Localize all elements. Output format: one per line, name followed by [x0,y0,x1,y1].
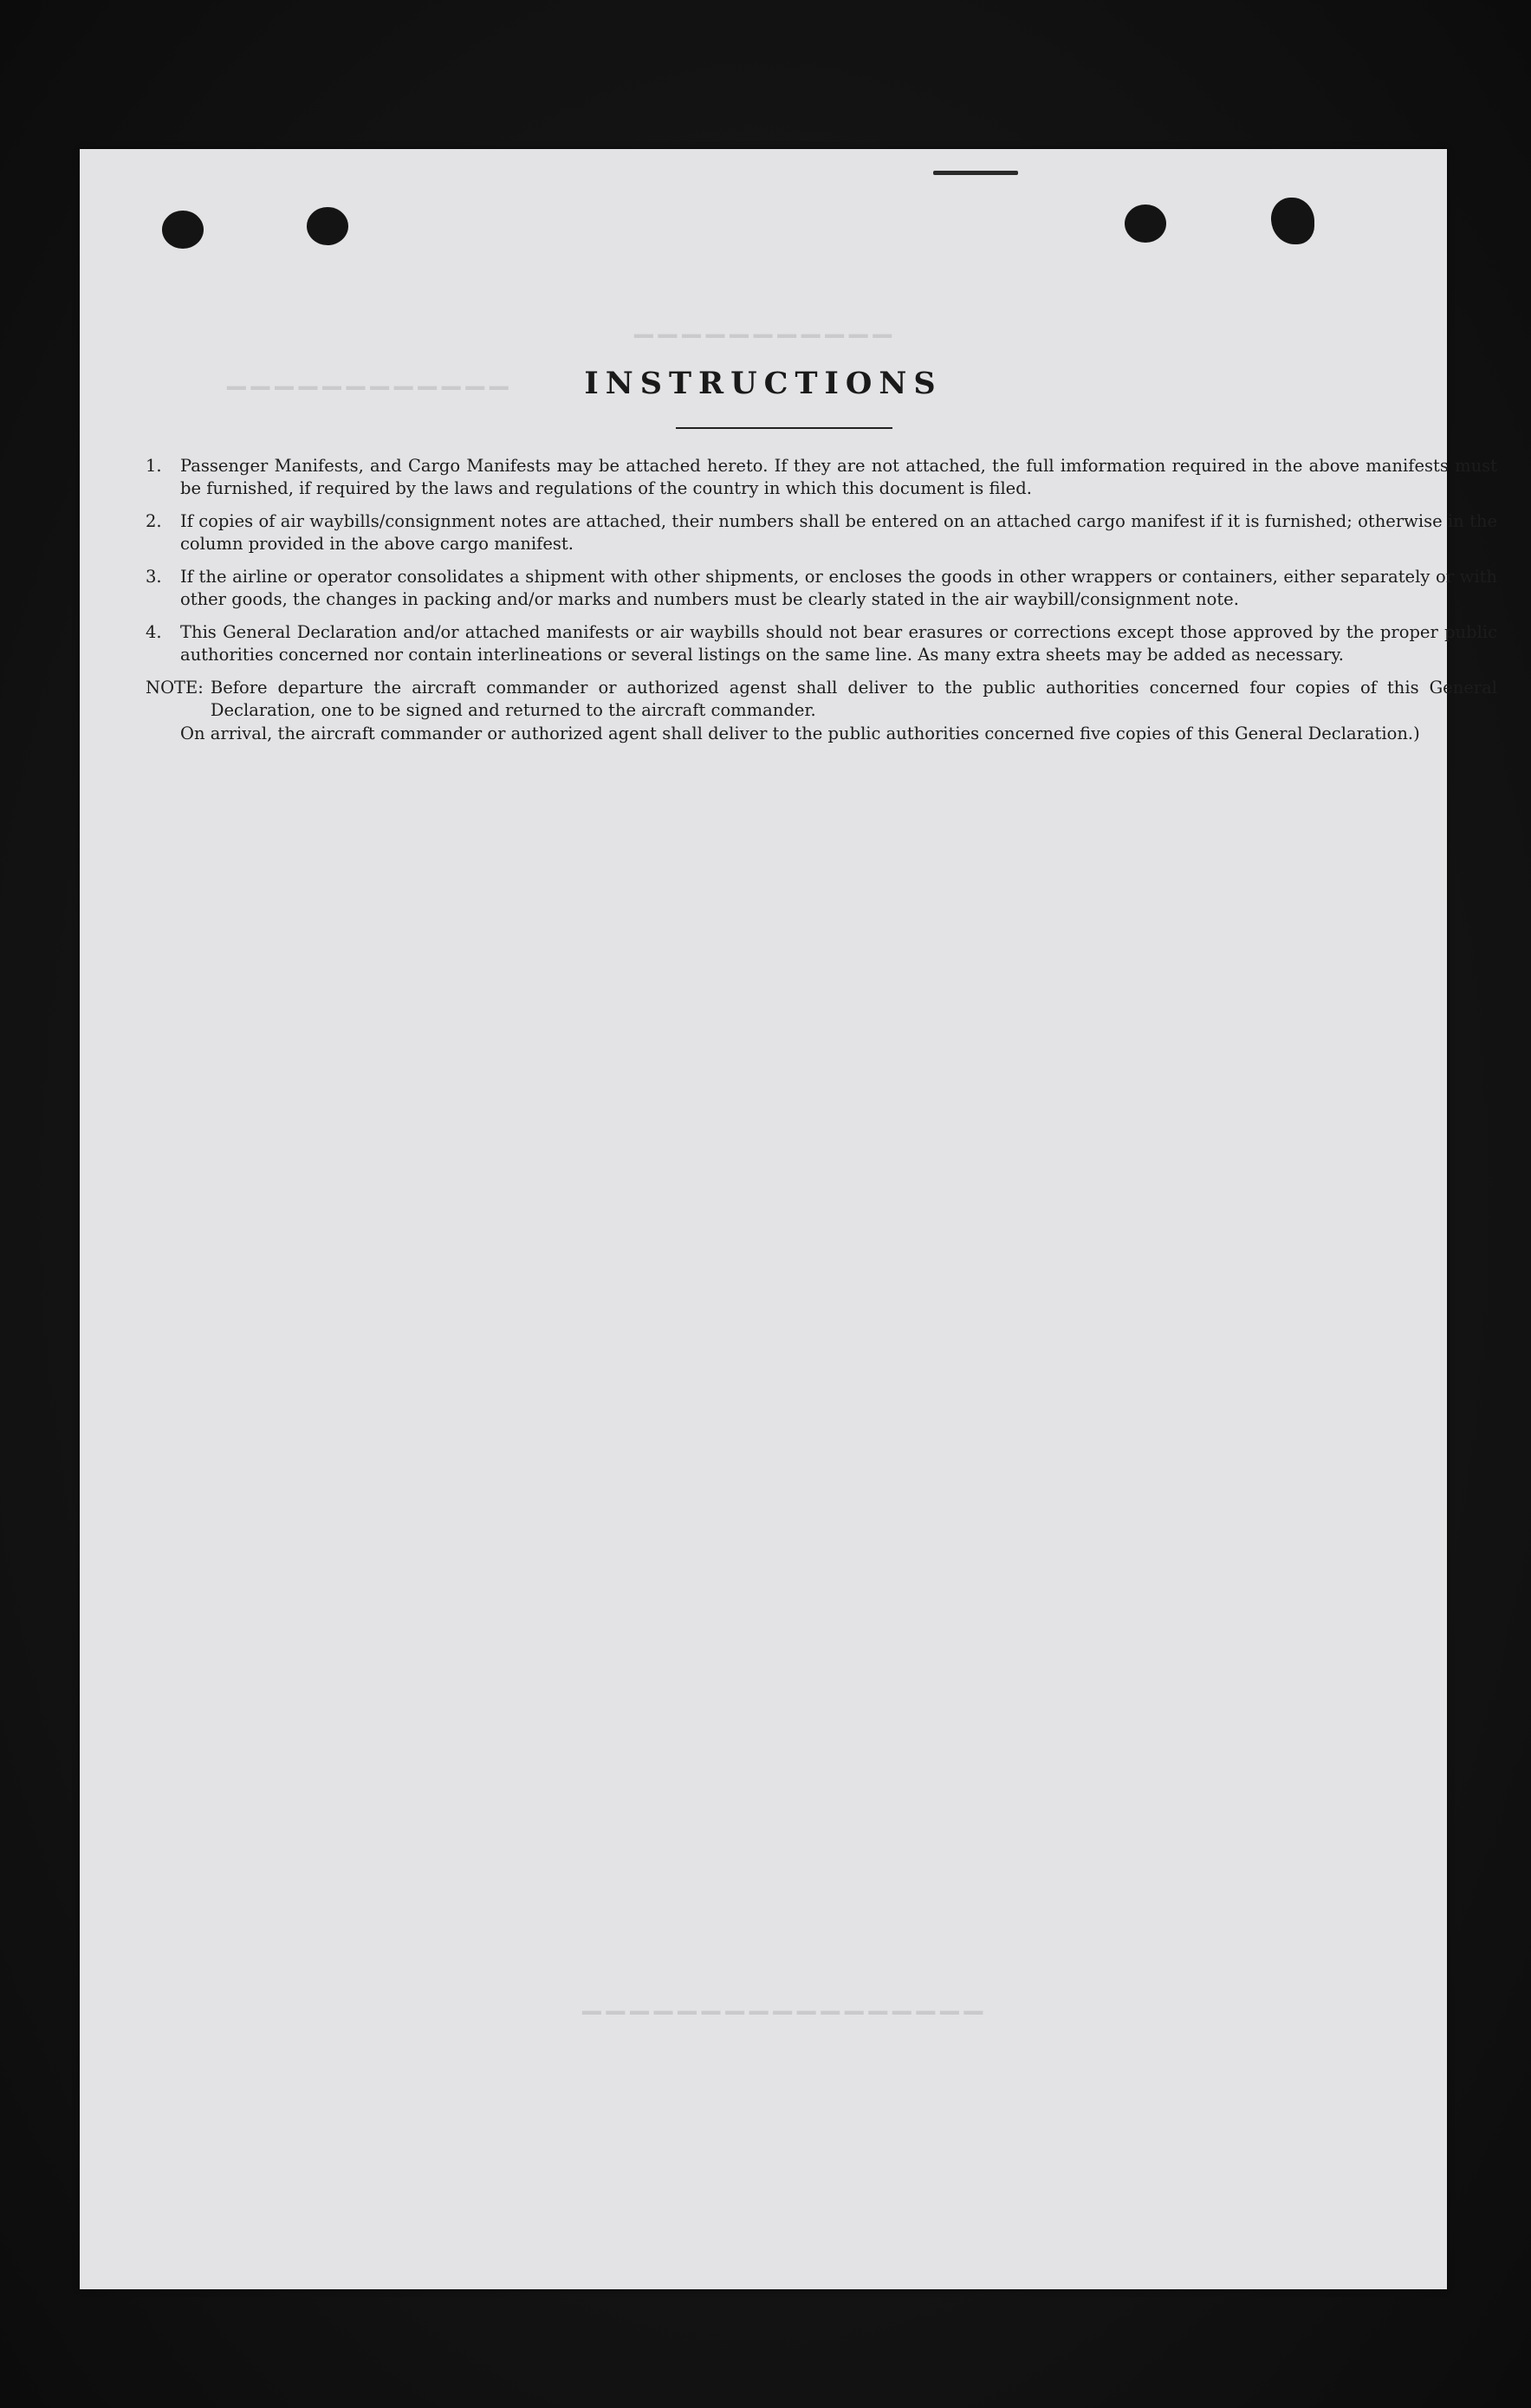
instruction-item [146,566,1497,610]
note-text: Before departure the aircraft commander or authorized agenst shall deliver to the public authorities concerned four copies of this General Declaration, one to be signed and returned to the aircraft commander. [210,678,1497,720]
bleed-through-text: ▁▁▁▁▁▁▁▁▁▁▁▁ [227,361,514,390]
punch-hole [162,211,204,249]
bleed-through-text: ▁▁▁▁▁▁▁▁▁▁▁▁▁▁▁▁▁ [582,1986,989,2015]
note-label: NOTE: [146,678,204,698]
instruction-item [146,455,1497,499]
note-continuation: On arrival, the aircraft commander or authorized agent shall deliver to the public authorities concerned five copies of this General Declaration.) [180,724,1420,743]
item-text: If copies of air waybills/consignment notes are attached, their numbers shall be entered on an attached cargo manifest if it is furnished; otherwise in the column provided in the above cargo manifest. [180,511,1497,554]
title-underline [676,427,892,429]
bleed-through-text: ▁▁▁▁▁▁▁▁▁▁▁ [634,309,897,338]
instructions-title: INSTRUCTIONS [584,366,943,401]
item-text: This General Declaration and/or attached manifests or air waybills should not bear erasures or corrections except those approved by the proper public authorities concerned nor contain interlineations or several listings on the same line. As many extra sheets may be added as necessary. [180,622,1497,665]
ink-mark [933,171,1018,175]
document-page [80,149,1497,2289]
instruction-item [146,621,1497,665]
punch-hole [1271,198,1314,244]
item-number: 1. [146,456,162,476]
item-number: 4. [146,622,162,642]
item-text: If the airline or operator consolidates a shipment with other shipments, or encloses the goods in other wrappers or containers, either separately or with other goods, the changes in packing and/or marks and numbers must be clearly stated in the air waybill/consignment note. [180,567,1497,609]
item-text: Passenger Manifests, and Cargo Manifests may be attached hereto. If they are not attached, the full imformation required in the above manifests must be furnished, if required by the laws and regulations of the country in which this document is filed. [180,456,1497,498]
instructions-list [146,455,1497,745]
instruction-item [146,510,1497,555]
item-number: 2. [146,511,162,531]
punch-hole [1125,204,1166,243]
note [146,677,1497,721]
item-number: 3. [146,567,162,587]
punch-hole [307,207,348,245]
